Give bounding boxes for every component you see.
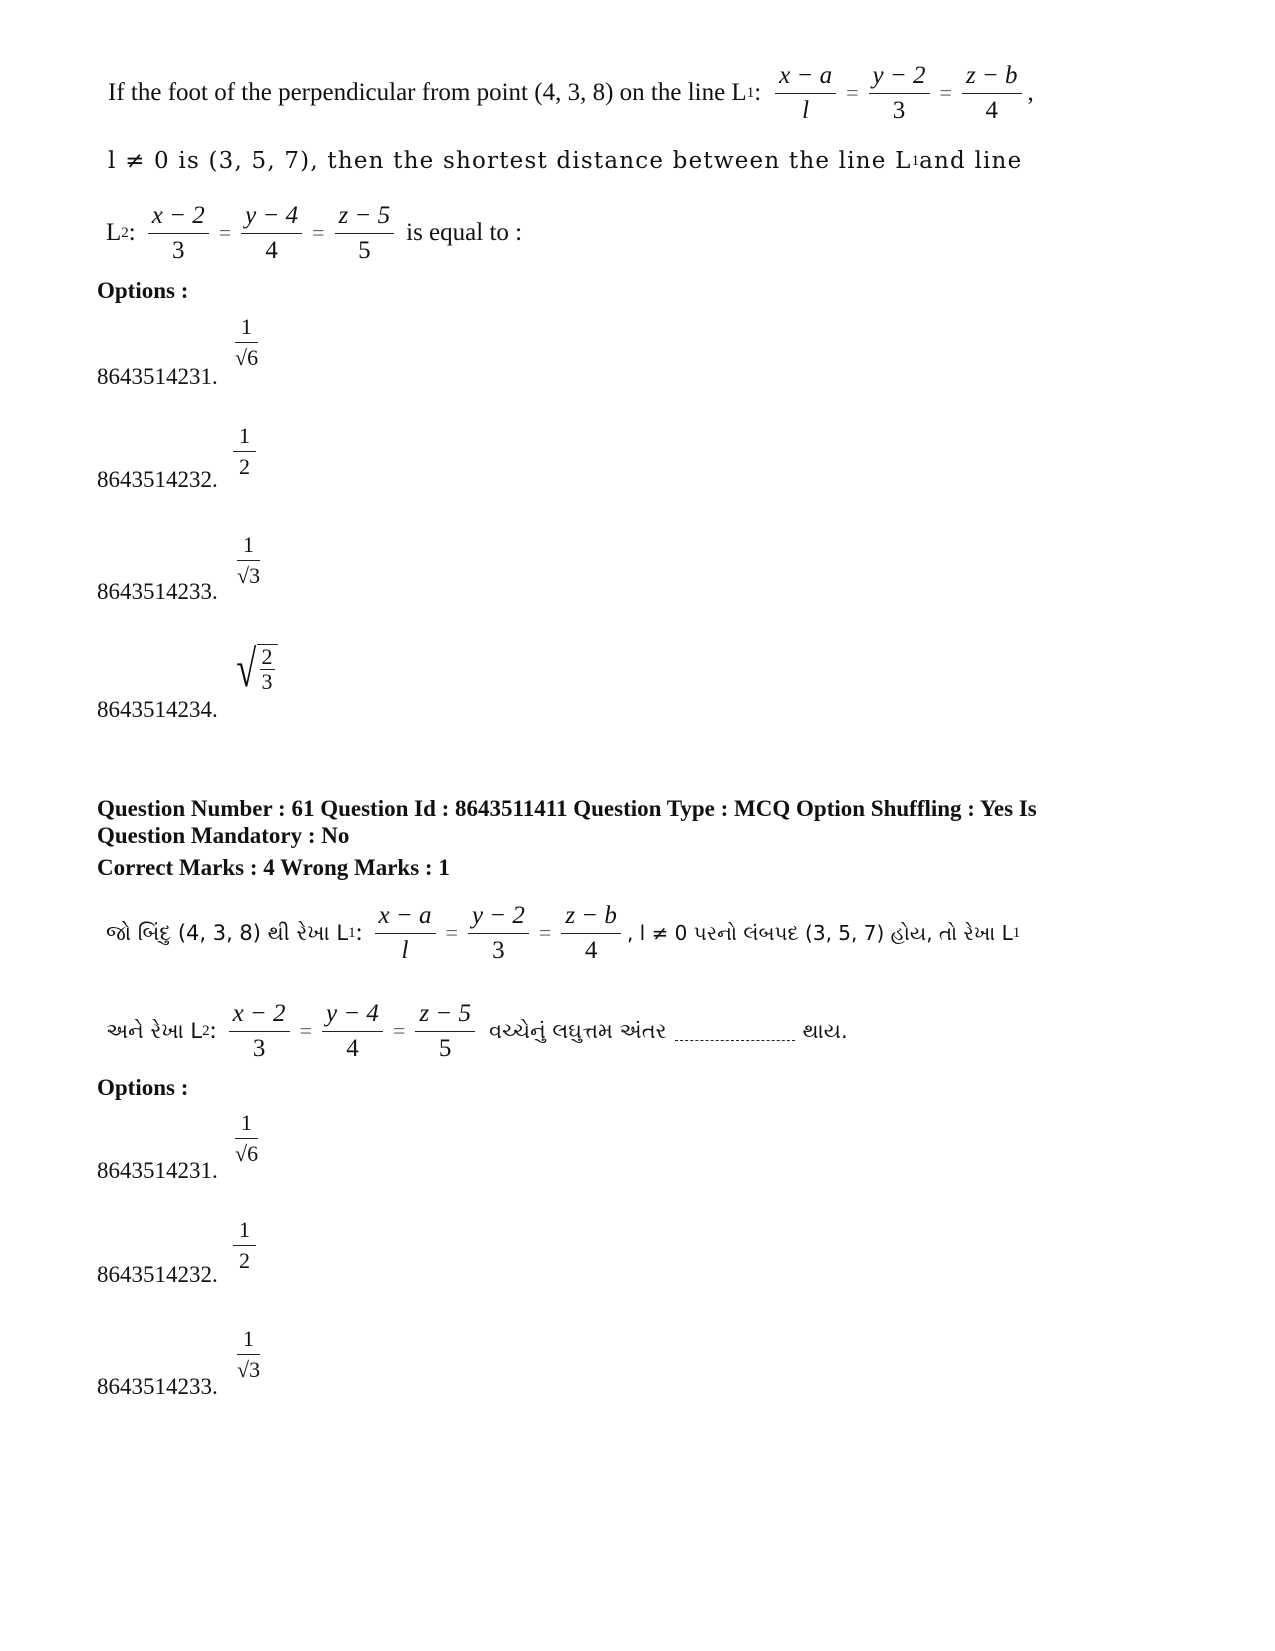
option-id-2: 8643514232. [97,467,218,492]
gu-fraction-x-a: $\frac{x - a}{l}$ [375,902,436,964]
gu-fraction-x-2: $\frac{x - 2}{3}$ [229,1000,290,1062]
question-meta-line-1: Question Number : 61 Question Id : 8643511411 Question Type : MCQ Option Shuffling : Yes Is [97,796,1037,821]
question-line-2: l ≠ 0 is (3, 5, 7), then the shortest distance between the line L 1 and line [108,148,1023,174]
option-value-3: 1 √3 [237,532,261,589]
gu-fraction-y-4: $\frac{y - 4}{4}$ [322,1000,383,1062]
question-gu-line-2: અને રેખા L 2 : $\frac{x - 2}{3}$ = $\frac{y - 4}{4}$ = $\frac{z - 5}{5}$ વચ્ચેનું લઘુત્તમ અંતર થાય. [106,1000,848,1062]
option-id-4: 8643514234. [97,697,218,722]
option2-value-3: 1 √3 [237,1326,261,1383]
fraction-y-2: $\frac{y - 2}{3}$ [869,62,930,124]
fraction-z-b: $\frac{z - b}{4}$ [962,62,1022,124]
option2-value-2: 1 2 [233,1218,256,1273]
fraction-z-5: $\frac{z - 5}{5}$ [335,202,395,264]
option-value-2: 1 2 [233,424,256,479]
fraction-x-a: $\frac{x - a}{l}$ [775,62,836,124]
gu-fraction-z-b: $\frac{z - b}{4}$ [561,902,621,964]
option-value-4 [232,641,278,698]
option2-id-1: 8643514231. [97,1158,218,1183]
option2-id-3: 8643514233. [97,1374,218,1399]
option-value-1: 1 √6 [235,314,259,371]
answer-blank [675,1022,795,1041]
sqrt-fraction: √ 2 3 [232,644,278,696]
question-meta-line-2: Question Mandatory : No [97,823,350,848]
question-meta-line-3: Correct Marks : 4 Wrong Marks : 1 [97,855,450,880]
question-gu-line-1: જો બિંદુ (4, 3, 8) થી રેખા L 1 : $\frac{x - a}{l}$ = $\frac{y - 2}{3}$ = $\frac{z - b}{4}$ , l ≠ 0 પરનો લંબપદ (3, 5, 7) હોય, તો રેખા L 1 [106,902,1021,964]
gu-fraction-y-2: $\frac{y - 2}{3}$ [468,902,529,964]
option-id-3: 8643514233. [97,579,218,604]
options-label: Options : [97,278,189,303]
option2-id-2: 8643514232. [97,1262,218,1287]
fraction-y-4: $\frac{y - 4}{4}$ [241,202,302,264]
question-line-1: If the foot of the perpendicular from point (4, 3, 8) on the line L 1 : $\frac{x - a}{l}$ = $\frac{y - 2}{3}$ = $\frac{z - b}{4}$ , [108,62,1034,124]
question-line-3: L 2 : $\frac{x - 2}{3}$ = $\frac{y - 4}{4}$ = $\frac{z - 5}{5}$ is equal to : [106,202,523,264]
gu-fraction-z-5: $\frac{z - 5}{5}$ [415,1000,475,1062]
option-id-1: 8643514231. [97,364,218,389]
radical-icon: √ [236,641,257,698]
options-label-2: Options : [97,1075,189,1100]
option2-value-1: 1 √6 [235,1110,259,1167]
fraction-x-2: $\frac{x - 2}{3}$ [148,202,209,264]
